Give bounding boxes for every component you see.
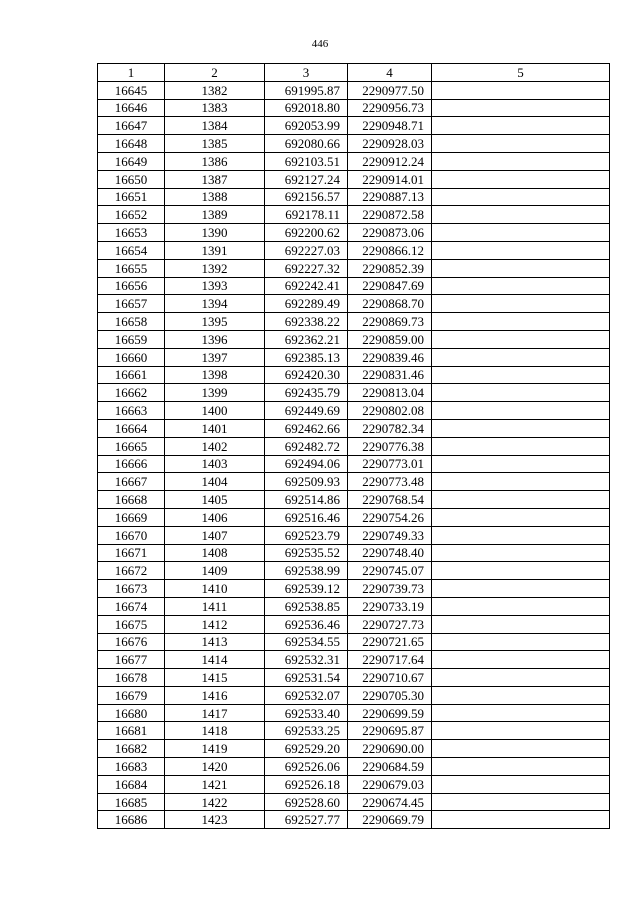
table-cell-col-2: 1402 bbox=[165, 437, 265, 455]
table-cell-col-3: 692533.40 bbox=[265, 704, 348, 722]
table-cell-col-5 bbox=[432, 295, 610, 313]
table-row bbox=[98, 330, 610, 348]
table-cell-col-3: 692532.07 bbox=[265, 686, 348, 704]
table-cell-col-3: 692435.79 bbox=[265, 384, 348, 402]
table-row bbox=[98, 437, 610, 455]
table-cell-col-2: 1413 bbox=[165, 633, 265, 651]
table-row bbox=[98, 526, 610, 544]
table-cell-col-4: 2290710.67 bbox=[348, 669, 432, 687]
table-cell-col-1: 16684 bbox=[98, 775, 165, 793]
table-cell-col-4: 2290887.13 bbox=[348, 188, 432, 206]
table-cell-col-3: 692449.69 bbox=[265, 402, 348, 420]
table-cell-col-3: 692538.99 bbox=[265, 562, 348, 580]
table-cell-col-1: 16663 bbox=[98, 402, 165, 420]
table-body bbox=[98, 81, 610, 828]
table-cell-col-1: 16664 bbox=[98, 419, 165, 437]
column-header-3: 3 bbox=[265, 64, 348, 82]
table-cell-col-3: 692385.13 bbox=[265, 348, 348, 366]
table-cell-col-2: 1416 bbox=[165, 686, 265, 704]
table-cell-col-1: 16673 bbox=[98, 580, 165, 598]
table-row bbox=[98, 597, 610, 615]
table-cell-col-2: 1422 bbox=[165, 793, 265, 811]
table-cell-col-1: 16678 bbox=[98, 669, 165, 687]
table-row bbox=[98, 366, 610, 384]
table-cell-col-5 bbox=[432, 455, 610, 473]
table-cell-col-1: 16669 bbox=[98, 508, 165, 526]
table-cell-col-5 bbox=[432, 686, 610, 704]
table-cell-col-3: 692516.46 bbox=[265, 508, 348, 526]
table-cell-col-2: 1394 bbox=[165, 295, 265, 313]
table-row bbox=[98, 348, 610, 366]
table-cell-col-5 bbox=[432, 526, 610, 544]
table-cell-col-4: 2290831.46 bbox=[348, 366, 432, 384]
table-cell-col-3: 692482.72 bbox=[265, 437, 348, 455]
table-cell-col-5 bbox=[432, 508, 610, 526]
table-cell-col-1: 16653 bbox=[98, 224, 165, 242]
table-cell-col-5 bbox=[432, 615, 610, 633]
table-cell-col-2: 1393 bbox=[165, 277, 265, 295]
table-row bbox=[98, 686, 610, 704]
table-cell-col-3: 692536.46 bbox=[265, 615, 348, 633]
table-cell-col-3: 691995.87 bbox=[265, 81, 348, 99]
table-header bbox=[98, 64, 610, 82]
table-cell-col-3: 692527.77 bbox=[265, 811, 348, 829]
table-cell-col-1: 16683 bbox=[98, 758, 165, 776]
table-cell-col-4: 2290873.06 bbox=[348, 224, 432, 242]
table-row bbox=[98, 224, 610, 242]
table-cell-col-5 bbox=[432, 704, 610, 722]
table-cell-col-4: 2290721.65 bbox=[348, 633, 432, 651]
table-cell-col-2: 1397 bbox=[165, 348, 265, 366]
table-cell-col-3: 692523.79 bbox=[265, 526, 348, 544]
page-number: 446 bbox=[311, 38, 329, 50]
table-cell-col-4: 2290839.46 bbox=[348, 348, 432, 366]
table-cell-col-1: 16658 bbox=[98, 313, 165, 331]
table-row bbox=[98, 206, 610, 224]
table-cell-col-2: 1411 bbox=[165, 597, 265, 615]
table-cell-col-4: 2290776.38 bbox=[348, 437, 432, 455]
table-cell-col-2: 1387 bbox=[165, 170, 265, 188]
column-header-2: 2 bbox=[165, 64, 265, 82]
table-cell-col-4: 2290948.71 bbox=[348, 117, 432, 135]
table-cell-col-4: 2290912.24 bbox=[348, 152, 432, 170]
table-row bbox=[98, 81, 610, 99]
table-row bbox=[98, 419, 610, 437]
table-cell-col-5 bbox=[432, 170, 610, 188]
table-cell-col-5 bbox=[432, 330, 610, 348]
table-cell-col-4: 2290739.73 bbox=[348, 580, 432, 598]
table-cell-col-5 bbox=[432, 437, 610, 455]
table-cell-col-5 bbox=[432, 491, 610, 509]
table-cell-col-1: 16665 bbox=[98, 437, 165, 455]
table-cell-col-5 bbox=[432, 811, 610, 829]
table-cell-col-1: 16660 bbox=[98, 348, 165, 366]
table-cell-col-2: 1406 bbox=[165, 508, 265, 526]
table-cell-col-1: 16682 bbox=[98, 740, 165, 758]
table-cell-col-3: 692514.86 bbox=[265, 491, 348, 509]
table-cell-col-3: 692420.30 bbox=[265, 366, 348, 384]
table-cell-col-3: 692533.25 bbox=[265, 722, 348, 740]
table-cell-col-2: 1417 bbox=[165, 704, 265, 722]
table-row bbox=[98, 562, 610, 580]
table-cell-col-5 bbox=[432, 544, 610, 562]
table-cell-col-2: 1412 bbox=[165, 615, 265, 633]
table-cell-col-5 bbox=[432, 669, 610, 687]
table-cell-col-1: 16677 bbox=[98, 651, 165, 669]
table-cell-col-3: 692178.11 bbox=[265, 206, 348, 224]
table-cell-col-4: 2290684.59 bbox=[348, 758, 432, 776]
table-row bbox=[98, 491, 610, 509]
table-cell-col-5 bbox=[432, 224, 610, 242]
table-cell-col-4: 2290773.01 bbox=[348, 455, 432, 473]
table-cell-col-3: 692528.60 bbox=[265, 793, 348, 811]
table-cell-col-4: 2290669.79 bbox=[348, 811, 432, 829]
table-cell-col-2: 1382 bbox=[165, 81, 265, 99]
table-cell-col-3: 692018.80 bbox=[265, 99, 348, 117]
table-row bbox=[98, 651, 610, 669]
table-cell-col-3: 692526.18 bbox=[265, 775, 348, 793]
table-cell-col-5 bbox=[432, 313, 610, 331]
table-cell-col-4: 2290754.26 bbox=[348, 508, 432, 526]
table-row bbox=[98, 508, 610, 526]
table-cell-col-5 bbox=[432, 348, 610, 366]
table-cell-col-4: 2290695.87 bbox=[348, 722, 432, 740]
table-row bbox=[98, 455, 610, 473]
table-cell-col-3: 692103.51 bbox=[265, 152, 348, 170]
table-cell-col-3: 692227.03 bbox=[265, 241, 348, 259]
table-cell-col-1: 16681 bbox=[98, 722, 165, 740]
table-cell-col-3: 692156.57 bbox=[265, 188, 348, 206]
coordinates-table bbox=[97, 63, 610, 829]
table-cell-col-4: 2290869.73 bbox=[348, 313, 432, 331]
table-cell-col-1: 16656 bbox=[98, 277, 165, 295]
table-cell-col-1: 16668 bbox=[98, 491, 165, 509]
table-cell-col-1: 16649 bbox=[98, 152, 165, 170]
table-cell-col-2: 1390 bbox=[165, 224, 265, 242]
table-cell-col-2: 1407 bbox=[165, 526, 265, 544]
table-cell-col-4: 2290768.54 bbox=[348, 491, 432, 509]
table-row bbox=[98, 633, 610, 651]
table-cell-col-5 bbox=[432, 81, 610, 99]
table-cell-col-4: 2290749.33 bbox=[348, 526, 432, 544]
table-cell-col-5 bbox=[432, 152, 610, 170]
table-row bbox=[98, 117, 610, 135]
table-cell-col-2: 1386 bbox=[165, 152, 265, 170]
table-cell-col-1: 16650 bbox=[98, 170, 165, 188]
table-cell-col-2: 1423 bbox=[165, 811, 265, 829]
table-cell-col-5 bbox=[432, 597, 610, 615]
table-row bbox=[98, 277, 610, 295]
table-cell-col-1: 16645 bbox=[98, 81, 165, 99]
table-cell-col-5 bbox=[432, 206, 610, 224]
table-cell-col-2: 1405 bbox=[165, 491, 265, 509]
header-row bbox=[98, 64, 610, 82]
table-cell-col-2: 1418 bbox=[165, 722, 265, 740]
table-cell-col-5 bbox=[432, 188, 610, 206]
table-cell-col-5 bbox=[432, 99, 610, 117]
table-cell-col-3: 692529.20 bbox=[265, 740, 348, 758]
column-header-4: 4 bbox=[348, 64, 432, 82]
table-cell-col-5 bbox=[432, 117, 610, 135]
table-cell-col-5 bbox=[432, 740, 610, 758]
table-cell-col-1: 16661 bbox=[98, 366, 165, 384]
table-cell-col-4: 2290802.08 bbox=[348, 402, 432, 420]
table-cell-col-3: 692509.93 bbox=[265, 473, 348, 491]
table-row bbox=[98, 241, 610, 259]
table-row bbox=[98, 135, 610, 153]
table-cell-col-3: 692242.41 bbox=[265, 277, 348, 295]
table-row bbox=[98, 811, 610, 829]
table-row bbox=[98, 704, 610, 722]
table-cell-col-2: 1399 bbox=[165, 384, 265, 402]
table-cell-col-4: 2290866.12 bbox=[348, 241, 432, 259]
table-cell-col-3: 692362.21 bbox=[265, 330, 348, 348]
table-cell-col-3: 692534.55 bbox=[265, 633, 348, 651]
column-header-1: 1 bbox=[98, 64, 165, 82]
table-cell-col-4: 2290868.70 bbox=[348, 295, 432, 313]
table-cell-col-3: 692462.66 bbox=[265, 419, 348, 437]
table-cell-col-3: 692127.24 bbox=[265, 170, 348, 188]
table-cell-col-2: 1392 bbox=[165, 259, 265, 277]
table-cell-col-4: 2290956.73 bbox=[348, 99, 432, 117]
table-cell-col-4: 2290813.04 bbox=[348, 384, 432, 402]
table-cell-col-4: 2290748.40 bbox=[348, 544, 432, 562]
table-cell-col-2: 1403 bbox=[165, 455, 265, 473]
table-cell-col-3: 692539.12 bbox=[265, 580, 348, 598]
table-cell-col-1: 16675 bbox=[98, 615, 165, 633]
table-row bbox=[98, 170, 610, 188]
table-cell-col-5 bbox=[432, 259, 610, 277]
table-cell-col-3: 692227.32 bbox=[265, 259, 348, 277]
table-cell-col-4: 2290852.39 bbox=[348, 259, 432, 277]
column-header-5: 5 bbox=[432, 64, 610, 82]
table-cell-col-4: 2290674.45 bbox=[348, 793, 432, 811]
table-cell-col-2: 1391 bbox=[165, 241, 265, 259]
table-cell-col-2: 1400 bbox=[165, 402, 265, 420]
table-cell-col-1: 16655 bbox=[98, 259, 165, 277]
table-cell-col-5 bbox=[432, 366, 610, 384]
table-cell-col-4: 2290690.00 bbox=[348, 740, 432, 758]
table-cell-col-1: 16647 bbox=[98, 117, 165, 135]
table-cell-col-5 bbox=[432, 580, 610, 598]
table-cell-col-4: 2290977.50 bbox=[348, 81, 432, 99]
table-row bbox=[98, 313, 610, 331]
table-cell-col-4: 2290847.69 bbox=[348, 277, 432, 295]
table-cell-col-2: 1396 bbox=[165, 330, 265, 348]
table-row bbox=[98, 99, 610, 117]
table-cell-col-3: 692200.62 bbox=[265, 224, 348, 242]
table-cell-col-2: 1401 bbox=[165, 419, 265, 437]
table-cell-col-2: 1408 bbox=[165, 544, 265, 562]
table-cell-col-4: 2290782.34 bbox=[348, 419, 432, 437]
table-row bbox=[98, 259, 610, 277]
table-cell-col-1: 16662 bbox=[98, 384, 165, 402]
table-cell-col-4: 2290914.01 bbox=[348, 170, 432, 188]
table-cell-col-4: 2290745.07 bbox=[348, 562, 432, 580]
table-cell-col-2: 1389 bbox=[165, 206, 265, 224]
table-cell-col-5 bbox=[432, 722, 610, 740]
table-cell-col-2: 1385 bbox=[165, 135, 265, 153]
table-cell-col-3: 692538.85 bbox=[265, 597, 348, 615]
table-cell-col-1: 16674 bbox=[98, 597, 165, 615]
table-cell-col-1: 16680 bbox=[98, 704, 165, 722]
table-row bbox=[98, 615, 610, 633]
table-cell-col-5 bbox=[432, 384, 610, 402]
table-cell-col-5 bbox=[432, 473, 610, 491]
table-cell-col-1: 16685 bbox=[98, 793, 165, 811]
table-cell-col-5 bbox=[432, 651, 610, 669]
table-row bbox=[98, 402, 610, 420]
table-cell-col-4: 2290859.00 bbox=[348, 330, 432, 348]
table-cell-col-2: 1409 bbox=[165, 562, 265, 580]
table-cell-col-4: 2290928.03 bbox=[348, 135, 432, 153]
table-cell-col-3: 692535.52 bbox=[265, 544, 348, 562]
table-cell-col-4: 2290872.58 bbox=[348, 206, 432, 224]
table-cell-col-1: 16671 bbox=[98, 544, 165, 562]
table-cell-col-5 bbox=[432, 402, 610, 420]
table-row bbox=[98, 722, 610, 740]
table-cell-col-1: 16657 bbox=[98, 295, 165, 313]
table-cell-col-1: 16654 bbox=[98, 241, 165, 259]
table-cell-col-4: 2290717.64 bbox=[348, 651, 432, 669]
table-row bbox=[98, 188, 610, 206]
table-cell-col-2: 1398 bbox=[165, 366, 265, 384]
table-cell-col-2: 1410 bbox=[165, 580, 265, 598]
table-cell-col-4: 2290773.48 bbox=[348, 473, 432, 491]
table-row bbox=[98, 775, 610, 793]
table-cell-col-5 bbox=[432, 633, 610, 651]
table-row bbox=[98, 758, 610, 776]
table-cell-col-1: 16667 bbox=[98, 473, 165, 491]
table-cell-col-1: 16651 bbox=[98, 188, 165, 206]
table-cell-col-1: 16646 bbox=[98, 99, 165, 117]
table-cell-col-2: 1419 bbox=[165, 740, 265, 758]
table-cell-col-4: 2290727.73 bbox=[348, 615, 432, 633]
table-cell-col-3: 692531.54 bbox=[265, 669, 348, 687]
table-cell-col-4: 2290733.19 bbox=[348, 597, 432, 615]
table-cell-col-3: 692289.49 bbox=[265, 295, 348, 313]
table-row bbox=[98, 740, 610, 758]
table-cell-col-1: 16679 bbox=[98, 686, 165, 704]
table-row bbox=[98, 295, 610, 313]
table-cell-col-2: 1414 bbox=[165, 651, 265, 669]
table-cell-col-2: 1415 bbox=[165, 669, 265, 687]
table-cell-col-3: 692494.06 bbox=[265, 455, 348, 473]
table-cell-col-3: 692532.31 bbox=[265, 651, 348, 669]
table-cell-col-1: 16676 bbox=[98, 633, 165, 651]
table-cell-col-1: 16666 bbox=[98, 455, 165, 473]
table-cell-col-3: 692053.99 bbox=[265, 117, 348, 135]
table-cell-col-2: 1383 bbox=[165, 99, 265, 117]
table-cell-col-2: 1388 bbox=[165, 188, 265, 206]
table-cell-col-2: 1404 bbox=[165, 473, 265, 491]
table-row bbox=[98, 580, 610, 598]
table-cell-col-5 bbox=[432, 241, 610, 259]
table-cell-col-5 bbox=[432, 775, 610, 793]
table-cell-col-5 bbox=[432, 135, 610, 153]
table-cell-col-5 bbox=[432, 419, 610, 437]
table-row bbox=[98, 544, 610, 562]
table-cell-col-2: 1420 bbox=[165, 758, 265, 776]
table-cell-col-1: 16652 bbox=[98, 206, 165, 224]
table-cell-col-1: 16672 bbox=[98, 562, 165, 580]
table-cell-col-5 bbox=[432, 562, 610, 580]
table-cell-col-1: 16659 bbox=[98, 330, 165, 348]
table-cell-col-4: 2290699.59 bbox=[348, 704, 432, 722]
table-cell-col-5 bbox=[432, 758, 610, 776]
table-cell-col-5 bbox=[432, 793, 610, 811]
table-cell-col-4: 2290705.30 bbox=[348, 686, 432, 704]
table-cell-col-2: 1421 bbox=[165, 775, 265, 793]
table-cell-col-2: 1384 bbox=[165, 117, 265, 135]
table-row bbox=[98, 793, 610, 811]
table-cell-col-1: 16648 bbox=[98, 135, 165, 153]
table-row bbox=[98, 669, 610, 687]
table-cell-col-3: 692338.22 bbox=[265, 313, 348, 331]
table-row bbox=[98, 152, 610, 170]
table-cell-col-1: 16670 bbox=[98, 526, 165, 544]
table-cell-col-5 bbox=[432, 277, 610, 295]
table-cell-col-2: 1395 bbox=[165, 313, 265, 331]
table-row bbox=[98, 384, 610, 402]
table-cell-col-1: 16686 bbox=[98, 811, 165, 829]
table-cell-col-3: 692080.66 bbox=[265, 135, 348, 153]
table-cell-col-4: 2290679.03 bbox=[348, 775, 432, 793]
table-row bbox=[98, 473, 610, 491]
table-cell-col-3: 692526.06 bbox=[265, 758, 348, 776]
